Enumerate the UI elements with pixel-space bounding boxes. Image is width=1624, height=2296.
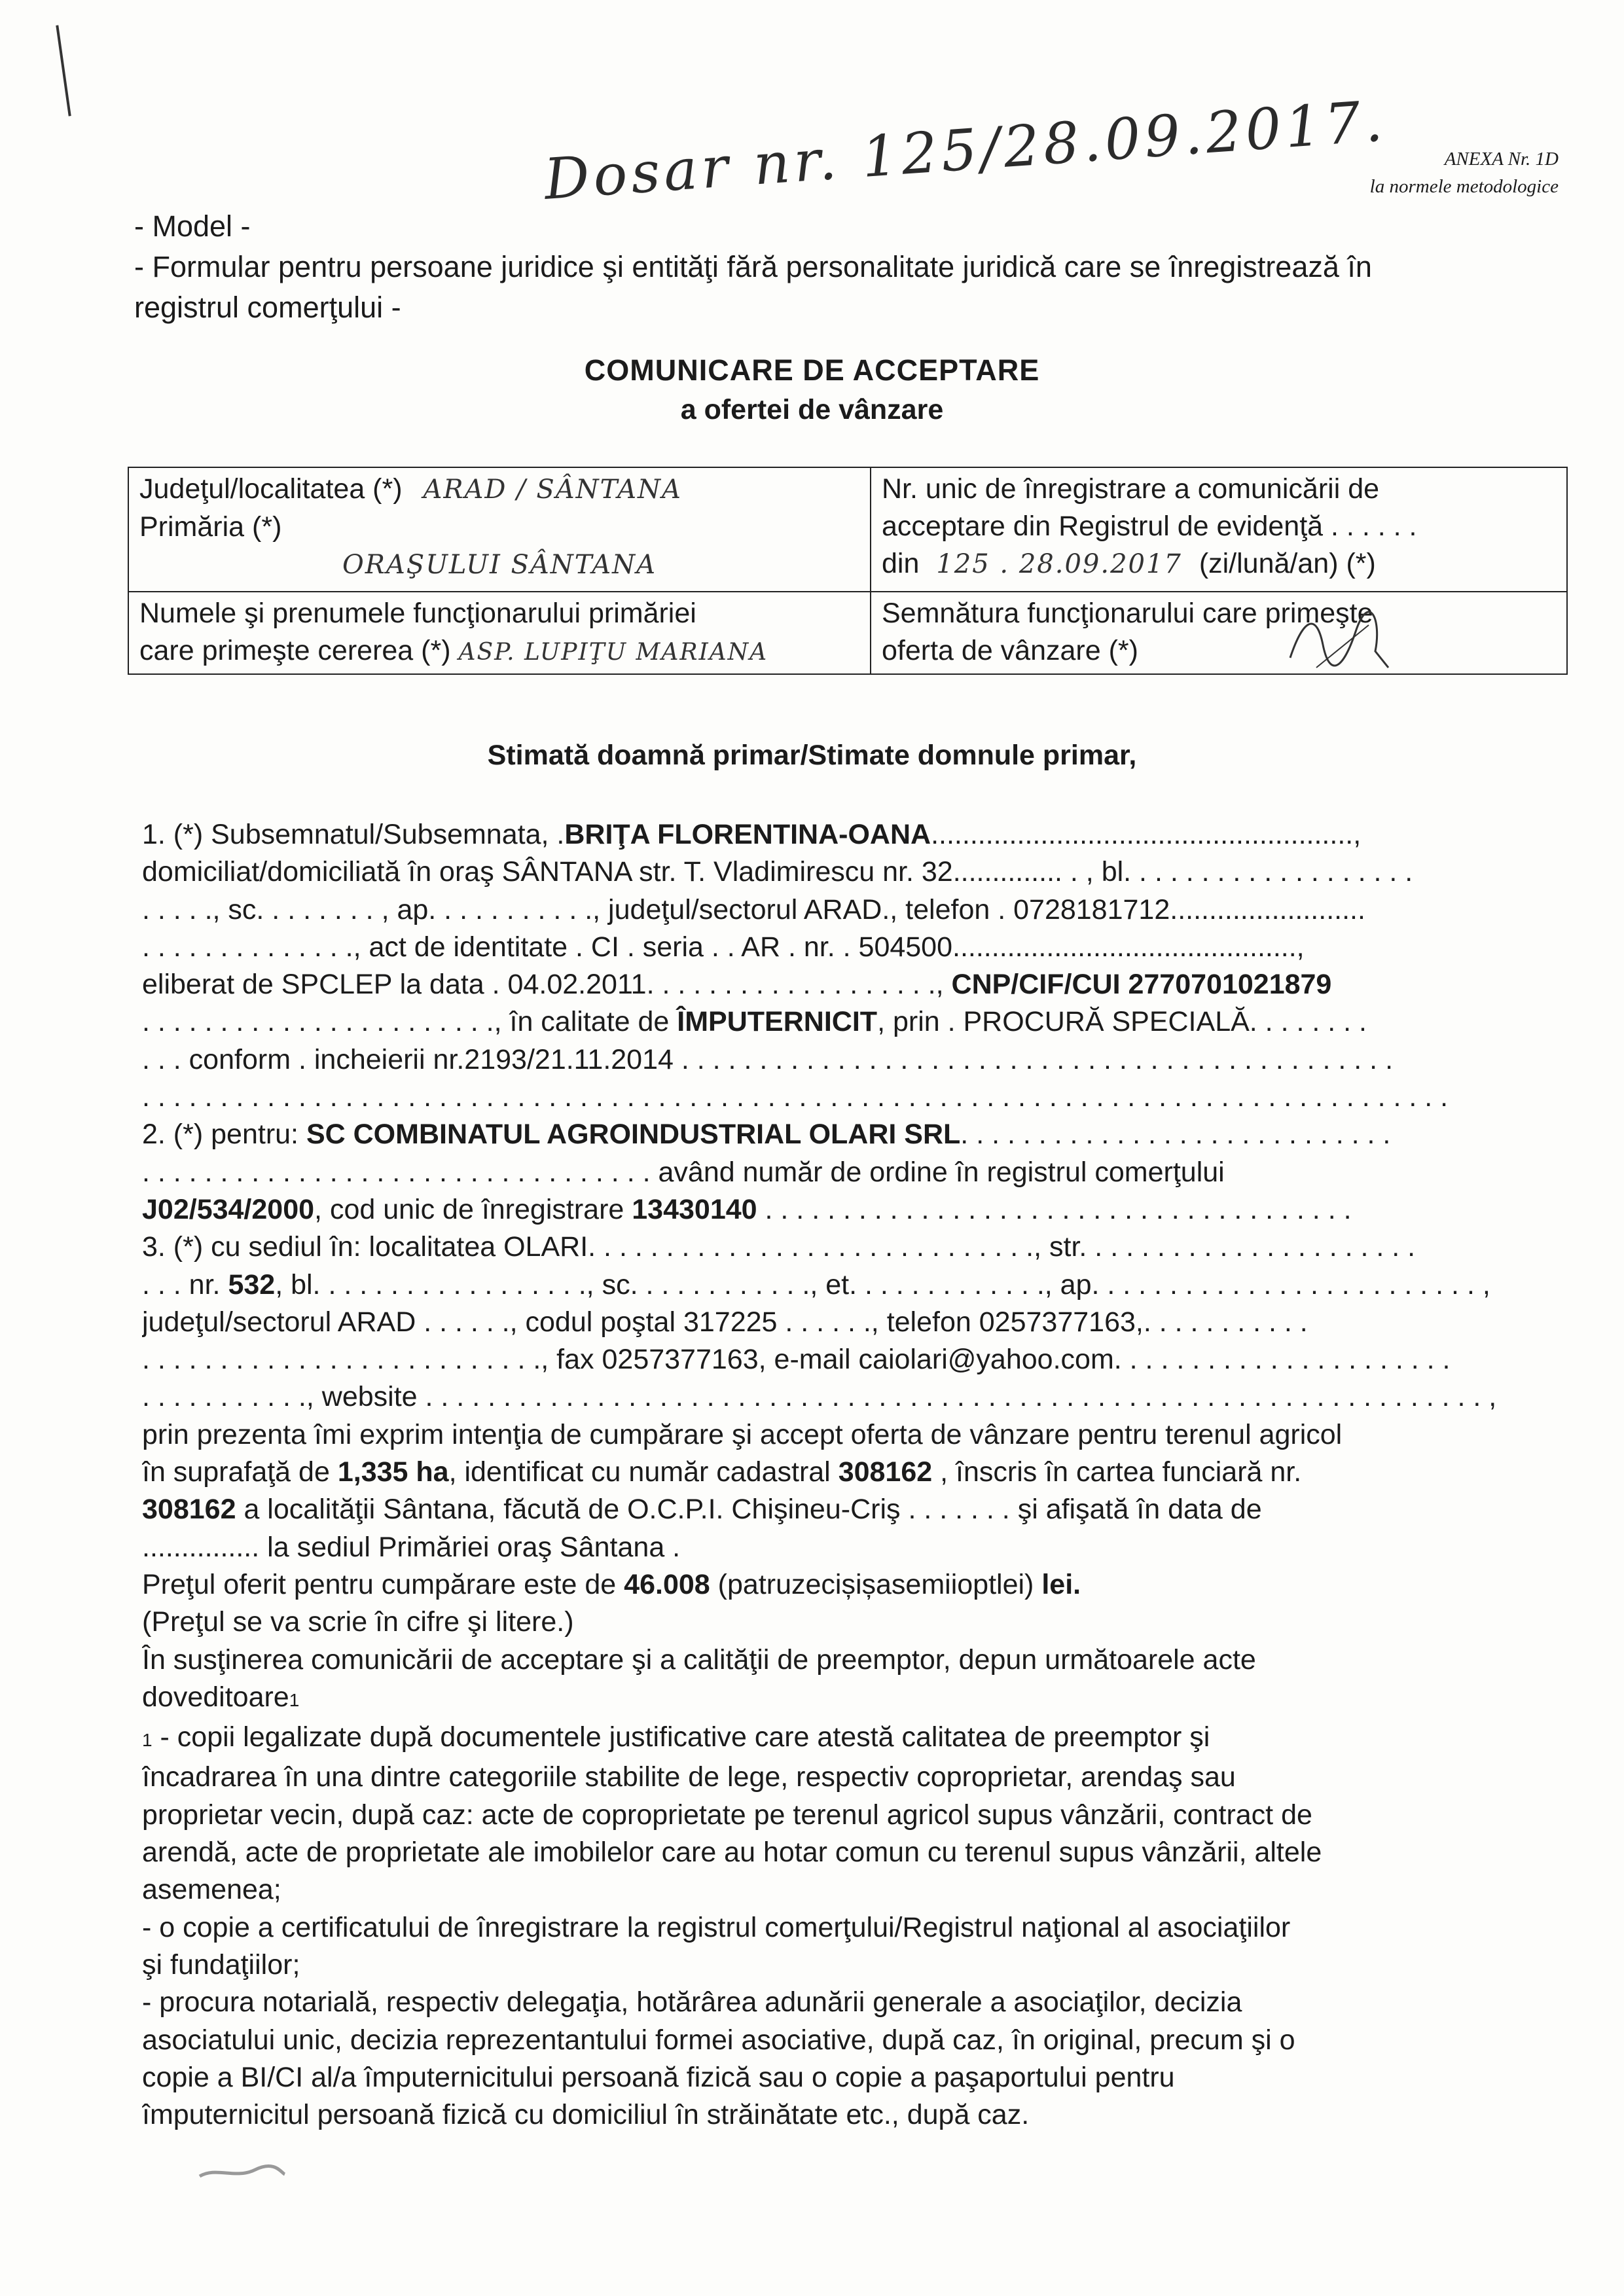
judet-label: Judeţul/localitatea (*) <box>139 473 403 505</box>
body-line: Preţul oferit pentru cumpărare este de 46.008 (patruzecișișasemiioptlei) lei. <box>142 1568 1081 1600</box>
body-line: . . . . . . . . . . ., website . . . . . . . . . . . . . . . . . . . . . . . . . . . . . . . . . . . . . . . . . . . . . . . . . . . . . . . . . . . . . . . . . . . . , <box>142 1381 1497 1413</box>
body-line: şi fundaţiilor; <box>142 1948 300 1981</box>
functionar-label-line-2: care primeşte cererea (*) <box>139 635 451 666</box>
judet-value: ARAD / SÂNTANA <box>423 475 682 505</box>
body-line: . . . . . . . . . . . . . . . . . . . . . . ., în calitate de ÎMPUTERNICIT, prin . PROCURĂ SPECIALĂ. . . . . . . . <box>142 1006 1367 1038</box>
body-line: în suprafaţă de 1,335 ha, identificat cu număr cadastral 308162 , înscris în cartea funciară nr. <box>142 1456 1302 1488</box>
primaria-label: Primăria (*) <box>139 511 282 543</box>
greeting: Stimată doamnă primar/Stimate domnule primar, <box>487 740 1137 771</box>
body-line: În susţinerea comunicării de acceptare şi a calităţii de preemptor, depun următoarele acte <box>142 1643 1256 1676</box>
annex-title: ANEXA Nr. 1D <box>1444 149 1559 170</box>
nr-date-format: (zi/lună/an) (*) <box>1199 548 1376 579</box>
body-line: doveditoare1 <box>142 1681 300 1713</box>
body-line: (Preţul se va scrie în cifre şi litere.) <box>142 1606 574 1638</box>
land-book-number: 308162 <box>142 1494 236 1526</box>
body-line: . . . . . . . . . . . . . ., act de identitate . CI . seria . . AR . nr. . 504500............................................, <box>142 931 1305 963</box>
table-cell-location <box>128 467 871 592</box>
registration-table <box>128 467 1568 675</box>
street-number: 532 <box>228 1268 276 1300</box>
cnp-value: CNP/CIF/CUI 2770701021879 <box>951 969 1332 1001</box>
functionar-label-line-1: Numele şi prenumele funcţionarului primăriei <box>139 598 696 629</box>
body-line: ............... la sediul Primăriei oraş Sântana . <box>142 1531 681 1563</box>
official-signature <box>1277 605 1408 677</box>
body-line: încadrarea în una dintre categoriile stabilite de lege, respectiv coproprietar, arendaş sau <box>142 1761 1236 1793</box>
body-line: prin prezenta îmi exprim intenţia de cumpărare şi accept oferta de vânzare pentru terenul agricol <box>142 1418 1343 1450</box>
body-line: judeţul/sectorul ARAD . . . . . ., codul poştal 317225 . . . . . ., telefon 0257377163,. . . . . . . . . . . <box>142 1306 1308 1338</box>
body-line: 3. (*) cu sediul în: localitatea OLARI. . . . . . . . . . . . . . . . . . . . . . . . . . . . ., str. . . . . . . . . . . . . . . . . . . . . . <box>142 1231 1416 1263</box>
body-line: 1. (*) Subsemnatul/Subsemnata, .BRIŢA FLORENTINA-OANA......................................................, <box>142 819 1362 850</box>
primaria-value: ORAŞULUI SÂNTANA <box>342 550 657 580</box>
body-line: . . . . ., sc. . . . . . . . , ap. . . . . . . . . . ., judeţul/sectorul ARAD., telefon . 0728181712......................... <box>142 893 1365 925</box>
body-line: domiciliat/domiciliată în oraş SÂNTANA str. T. Vladimirescu nr. 32.............. . , bl. . . . . . . . . . . . . . . . . . . <box>142 856 1413 888</box>
registration-number: J02/534/2000 <box>142 1193 315 1225</box>
body-line: asociatului unic, decizia reprezentantului formei asociative, după caz, în original, precum şi o <box>142 2024 1295 2056</box>
scan-smudge <box>196 2160 288 2186</box>
body-line: . . . . . . . . . . . . . . . . . . . . . . . . . . . . . . . . . având număr de ordine în registrul comerţului <box>142 1156 1225 1188</box>
table-cell-signature <box>871 592 1567 674</box>
semnatura-label-line-1: Semnătura funcţionarului care primeşte <box>882 598 1373 629</box>
footnote-marker: 1 <box>142 1730 153 1751</box>
document-title: COMUNICARE DE ACCEPTARE <box>584 353 1040 387</box>
nr-din-label: din <box>882 548 920 579</box>
body-line: 1 - copii legalizate după documentele justificative care atestă calitatea de preemptor şi <box>142 1721 1210 1753</box>
body-line: proprietar vecin, după caz: acte de coproprietate pe terenul agricol supus vânzării, contract de <box>142 1799 1312 1831</box>
body-line: . . . . . . . . . . . . . . . . . . . . . . . . . ., fax 0257377163, e-mail caiolari@yahoo.com. . . . . . . . . . . . . . . . . . . . . . <box>142 1344 1451 1376</box>
form-description-line-1: - Formular pentru persoane juridice şi entităţi fără personalitate juridică care se înregistrează în <box>134 250 1372 283</box>
fiscal-code: 13430140 <box>632 1193 757 1225</box>
scan-mark <box>56 25 71 116</box>
model-label: - Model - <box>134 209 251 243</box>
cadastral-number: 308162 <box>838 1456 933 1488</box>
body-line: . . . conform . incheierii nr.2193/21.11.2014 . . . . . . . . . . . . . . . . . . . . . . . . . . . . . . . . . . . . . . . . . . . . . . <box>142 1043 1394 1075</box>
applicant-name: BRIŢA FLORENTINA-OANA <box>564 819 931 850</box>
form-body <box>142 816 1556 2134</box>
form-header <box>134 206 1372 328</box>
annex-label <box>1370 145 1559 200</box>
body-line: 2. (*) pentru: SC COMBINATUL AGROINDUSTRIAL OLARI SRL. . . . . . . . . . . . . . . . . . . . . . . . . . . . <box>142 1119 1391 1151</box>
body-line: asemenea; <box>142 1874 281 1906</box>
functionar-value: ASP. LUPIŢU MARIANA <box>458 639 768 666</box>
document-subtitle: a ofertei de vânzare <box>680 394 944 425</box>
body-line: împuternicitul persoană fizică cu domiciliul în străinătate etc., după caz. <box>142 2099 1030 2131</box>
body-line: J02/534/2000, cod unic de înregistrare 13430140 . . . . . . . . . . . . . . . . . . . . . . . . . . . . . . . . . . . . . . <box>142 1193 1352 1225</box>
table-cell-official-name <box>128 592 871 674</box>
body-line: arendă, acte de proprietate ale imobilelor care au hotar comun cu terenul supus vânzării, altele <box>142 1837 1322 1869</box>
footnote-marker: 1 <box>289 1689 300 1710</box>
nr-date-value: 125 . 28.09.2017 <box>936 549 1182 579</box>
body-line: 308162 a localităţii Sântana, făcută de O.C.P.I. Chişineu-Criş . . . . . . . şi afişată în data de <box>142 1494 1262 1526</box>
body-line: . . . nr. 532, bl. . . . . . . . . . . . . . . . . ., sc. . . . . . . . . . . ., et. . . . . . . . . . . . ., ap. . . . . . . . . . . . . . . . . . . . . . . . . , <box>142 1268 1490 1300</box>
role-value: ÎMPUTERNICIT <box>677 1006 878 1038</box>
company-name: SC COMBINATUL AGROINDUSTRIAL OLARI SRL <box>306 1119 961 1151</box>
form-description-line-2: registrul comerţului - <box>134 291 401 324</box>
land-area: 1,335 ha <box>337 1456 449 1488</box>
price-value: 46.008 <box>624 1568 710 1600</box>
handwritten-registration-note: Dosar nr. 125/28.09.2017. <box>542 88 1389 213</box>
body-line: eliberat de SPCLEP la data . 04.02.2011. . . . . . . . . . . . . . . . . . ., CNP/CIF/CUI 2770701021879 <box>142 969 1332 1001</box>
table-cell-registration-number <box>871 467 1567 592</box>
body-line: copie a BI/CI al/a împuternicitului persoană fizică sau o copie a paşaportului pentru <box>142 2061 1175 2093</box>
annex-subtitle: la normele metodologice <box>1369 176 1559 198</box>
body-line: . . . . . . . . . . . . . . . . . . . . . . . . . . . . . . . . . . . . . . . . . . . . . . . . . . . . . . . . . . . . . . . . . . . . . . . . . . . . . . . . . . . . <box>142 1081 1449 1113</box>
body-line: - procura notarială, respectiv delegaţia, hotărârea adunării generale a asociaţilor, decizia <box>142 1986 1242 2018</box>
nr-label-line-1: Nr. unic de înregistrare a comunicării de <box>882 473 1380 505</box>
body-line: - o copie a certificatului de înregistrare la registrul comerţului/Registrul naţional al asociaţiilor <box>142 1911 1291 1943</box>
semnatura-label-line-2: oferta de vânzare (*) <box>882 635 1138 666</box>
price-currency: lei. <box>1041 1568 1081 1600</box>
nr-label-line-2: acceptare din Registrul de evidenţă . . . . . . <box>882 511 1417 542</box>
